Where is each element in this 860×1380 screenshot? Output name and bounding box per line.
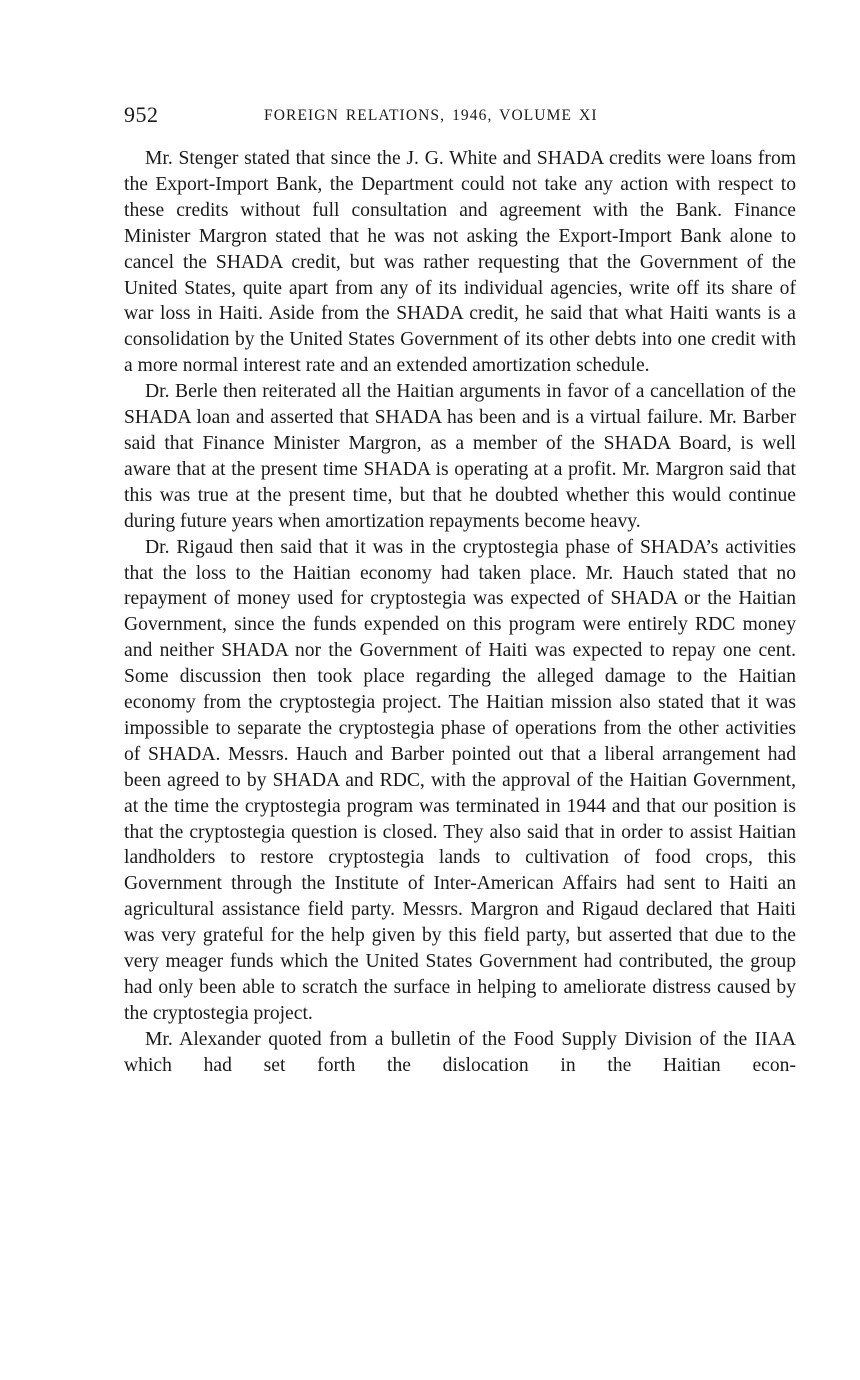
paragraph-alexander: Mr. Alexander quoted from a bulletin of the Food Supply Division of the IIAA which had set forth the dislocation in the Haitian econ- <box>124 1028 796 1076</box>
paragraph-berle: Dr. Berle then reiterated all the Haitian arguments in favor of a cancellation of the SHADA loan and asserted that SHADA has been and is a virtual failure. Mr. Barber said that Finance Minister Margron, as a member of the SHADA Board, is well aware that at the present time SHADA is operating at a profit. Mr. Margron said that this was true at the present time, but that he doubted whether this would continue during future years when amortization repayments become heavy. <box>124 381 796 532</box>
paragraph-rigaud: Dr. Rigaud then said that it was in the cryptostegia phase of SHADA’s activities that the loss to the Haitian economy had taken place. Mr. Hauch stated that no repayment of money used for cryptostegia was expected of SHADA or the Haitian Government, since the funds expended on this program were entirely RDC money and neither SHADA nor the Government of Haiti was expected to repay one cent. Some discussion then took place regarding the alleged damage to the Haitian economy from the cryptostegia project. The Haitian mission also stated that it was impossible to separate the cryptostegia phase of operations from the other activities of SHADA. Messrs. Hauch and Barber pointed out that a liberal arrangement had been agreed to by SHADA and RDC, with the approval of the Haitian Government, at the time the cryptostegia program was terminated in 1944 and that our position is that the cryptostegia question is closed. They also said that in order to assist Haitian landholders to restore cryptostegia lands to cultivation of food crops, this Government through the Institute of Inter-American Affairs had sent to Haiti an agricultural assistance field party. Messrs. Margron and Rigaud declared that Haiti was very grateful for the help given by this field party, but asserted that due to the very meager funds which the United States Government had contributed, the group had only been able to scratch the surface in helping to ameliorate distress caused by the cryptostegia project. <box>124 536 796 1024</box>
body-text <box>124 146 796 1079</box>
running-head <box>124 102 796 132</box>
page-number: 952 <box>124 102 159 127</box>
paragraph-stenger: Mr. Stenger stated that since the J. G. White and SHADA credits were loans from the Export-Import Bank, the Department could not take any action with respect to these credits without full consultation and agreement with the Bank. Finance Minister Margron stated that he was not asking the Export-Import Bank alone to cancel the SHADA credit, but was rather requesting that the Government of the United States, quite apart from any of its individual agencies, write off its share of war loss in Haiti. Aside from the SHADA credit, he said that what Haiti wants is a consolidation by the United States Government of its other debts into one credit with a more normal interest rate and an extended amortization schedule. <box>124 148 796 377</box>
running-title: FOREIGN RELATIONS, 1946, VOLUME XI <box>264 107 598 124</box>
